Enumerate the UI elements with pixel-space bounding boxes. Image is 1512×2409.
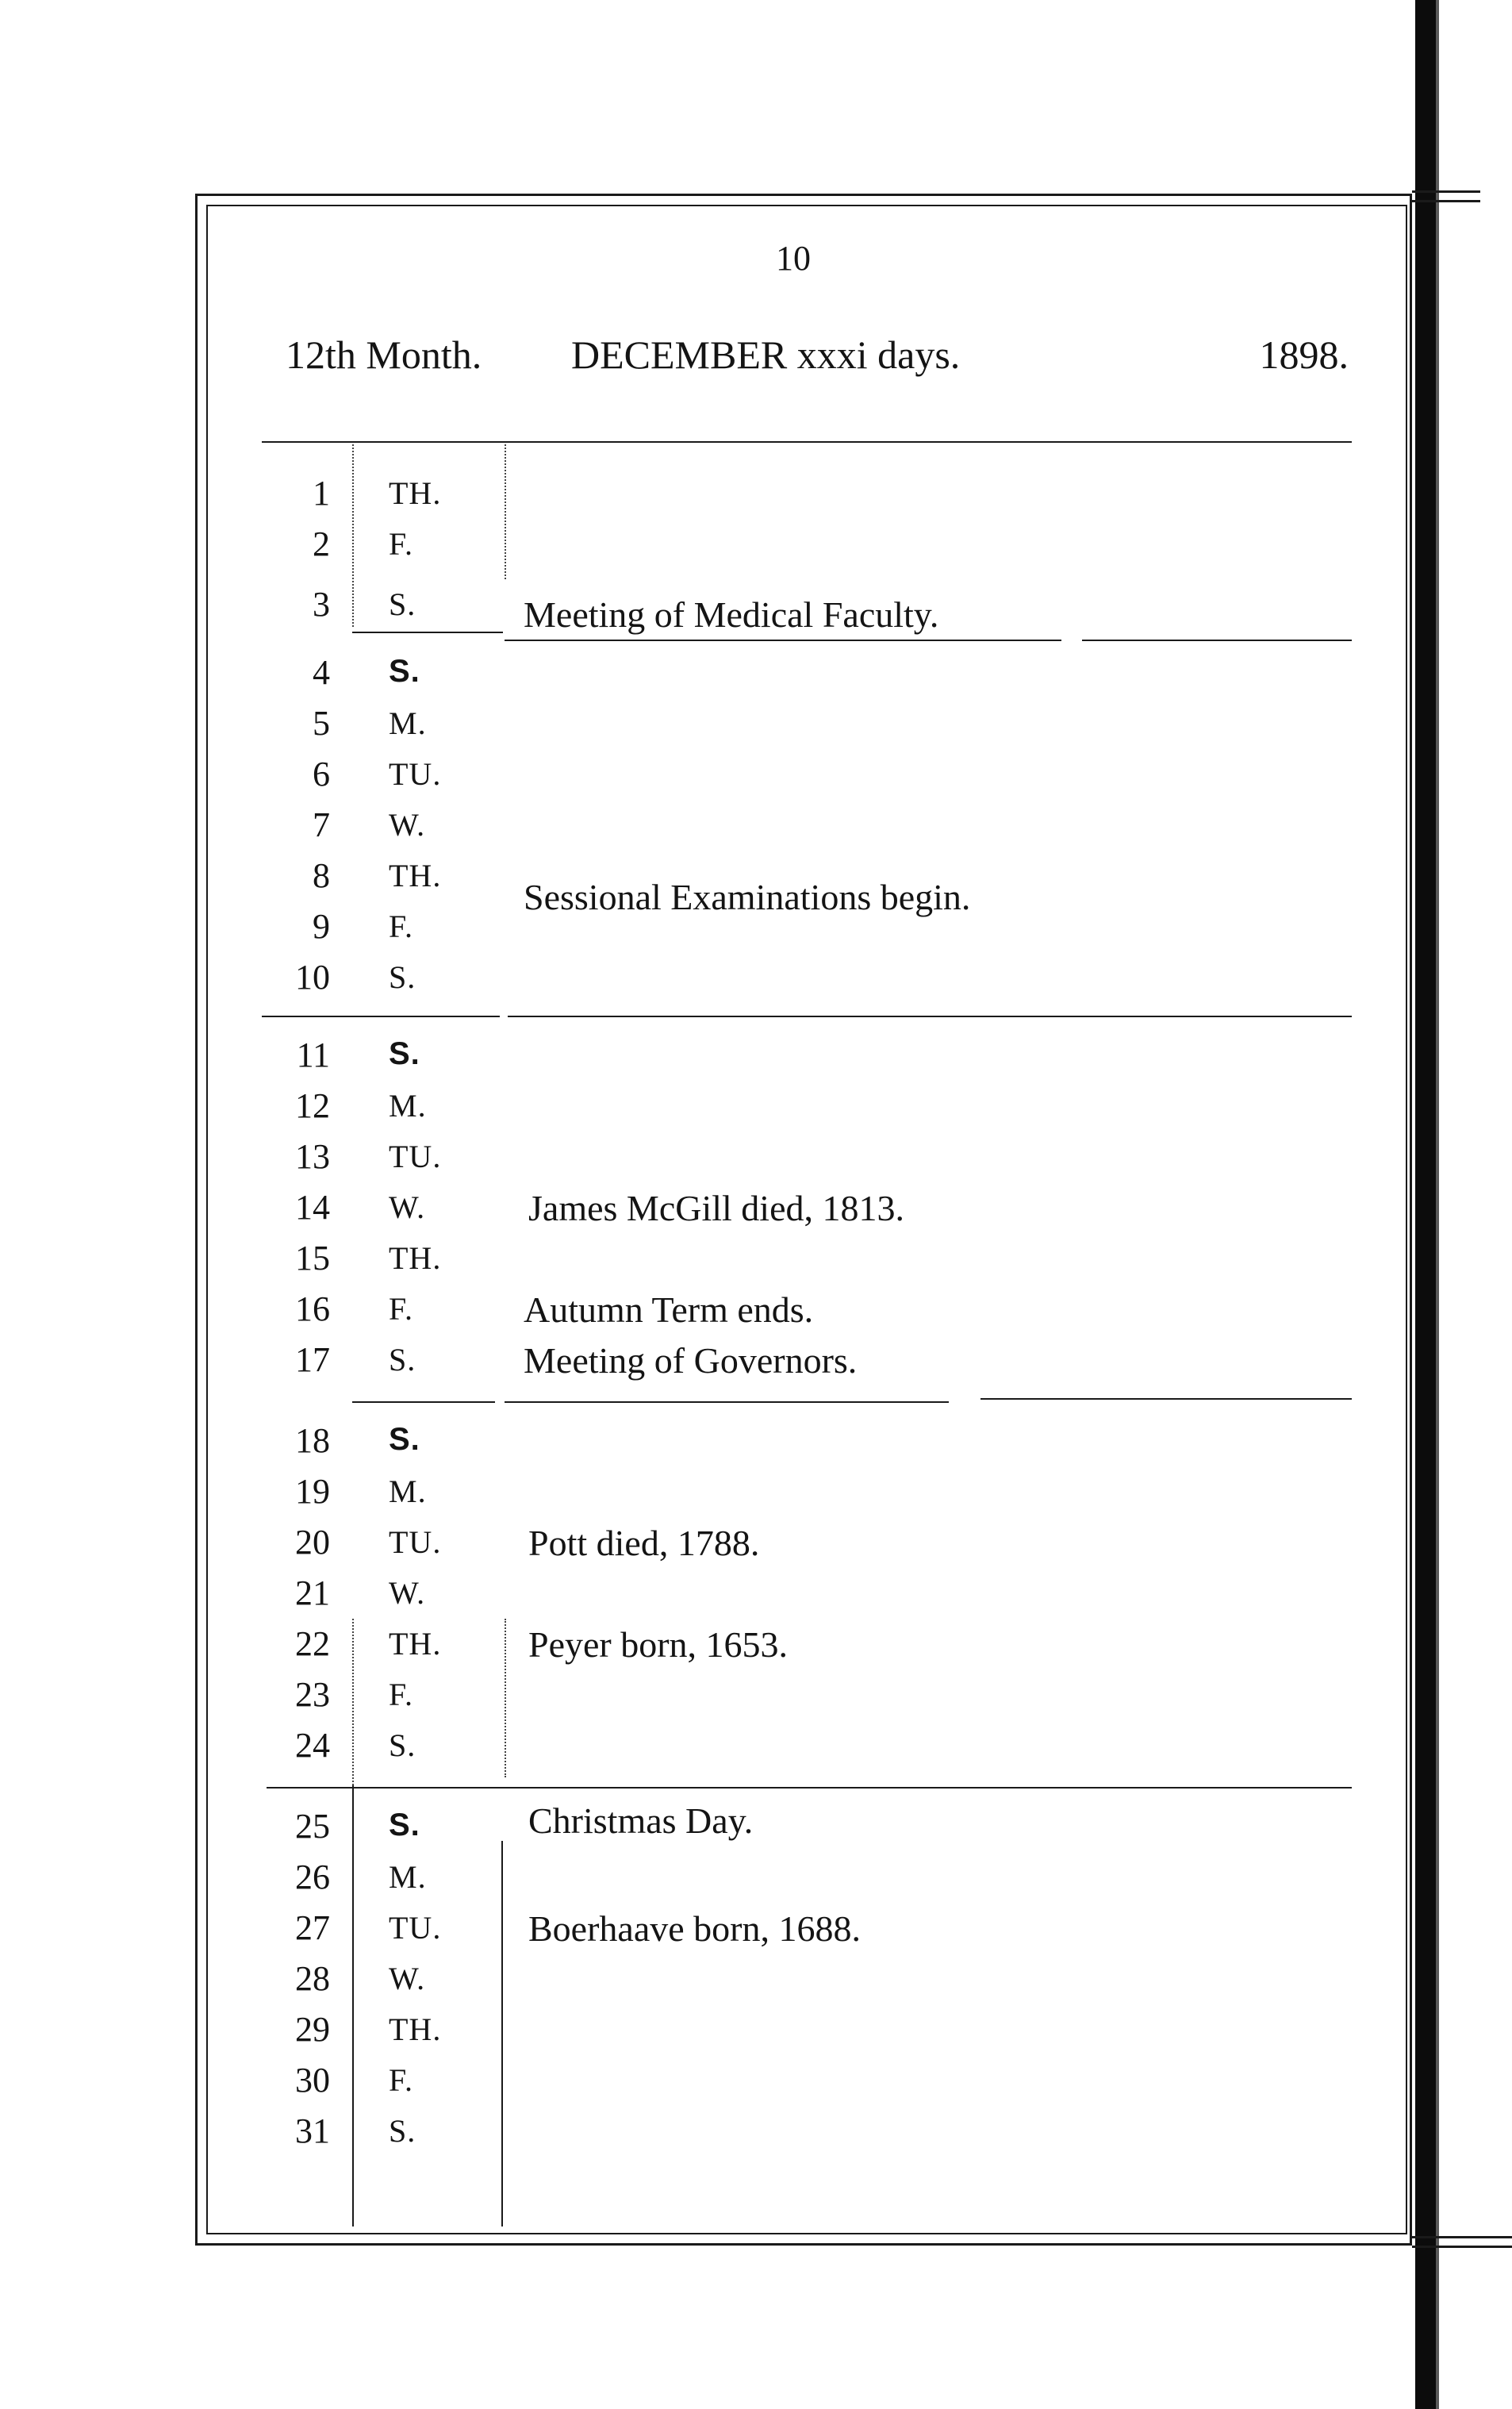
- event-text: Peyer born, 1653.: [528, 1624, 789, 1665]
- day-row: [238, 1238, 1349, 1289]
- day-number: 25: [295, 1807, 330, 1846]
- day-number: 17: [295, 1340, 330, 1379]
- binding-tick: [1412, 200, 1480, 202]
- day-number: 26: [295, 1858, 330, 1896]
- weekday: M.: [389, 1088, 427, 1124]
- weekday: TH.: [389, 2011, 442, 2047]
- day-row: [238, 1725, 1349, 1776]
- day-number: 13: [295, 1137, 330, 1176]
- month-label: 12th Month.: [286, 332, 482, 377]
- weekday-sunday: S.: [389, 1808, 420, 1842]
- day-number: 14: [295, 1188, 330, 1227]
- event-text: Meeting of Medical Faculty.: [524, 594, 939, 635]
- weekday: W.: [389, 1189, 426, 1225]
- day-row: [238, 1573, 1349, 1623]
- weekday: TH.: [389, 1626, 442, 1662]
- day-row: [238, 1800, 1349, 1857]
- day-row: [238, 1908, 1349, 1958]
- month-header: [270, 332, 1349, 379]
- weekday: S.: [389, 586, 416, 622]
- day-number: 9: [313, 907, 330, 946]
- weekday: S.: [389, 1342, 416, 1377]
- day-row: [238, 2060, 1349, 2111]
- event-text: Christmas Day.: [528, 1800, 754, 1841]
- week-rule: [980, 1398, 1352, 1400]
- weekday: TU.: [389, 1910, 442, 1946]
- weekday: W.: [389, 807, 426, 843]
- page-number: 10: [776, 239, 811, 278]
- weekday: W.: [389, 1575, 426, 1611]
- event-text: James McGill died, 1813.: [528, 1188, 904, 1228]
- binding-tick: [1412, 2246, 1512, 2248]
- weekday: F.: [389, 1291, 414, 1327]
- event-text: Boerhaave born, 1688.: [528, 1908, 861, 1949]
- weekday: F.: [389, 2062, 414, 2098]
- day-row: [238, 906, 1349, 957]
- day-number: 19: [295, 1472, 330, 1511]
- day-number: 15: [295, 1239, 330, 1278]
- week-rule: [501, 1787, 1352, 1788]
- day-row: [238, 754, 1349, 805]
- day-row: [238, 524, 1349, 574]
- weekday: F.: [389, 526, 414, 562]
- week-rule: [508, 1016, 1352, 1017]
- day-number: 28: [295, 1959, 330, 1998]
- day-row: [238, 1522, 1349, 1573]
- day-row: [238, 1085, 1349, 1136]
- day-number: 21: [295, 1573, 330, 1612]
- weekday: TH.: [389, 475, 442, 511]
- weekday: M.: [389, 1859, 427, 1895]
- header-rule: [262, 441, 1352, 443]
- day-number: 3: [313, 585, 330, 624]
- day-row: [238, 1339, 1349, 1390]
- day-row: [238, 703, 1349, 754]
- day-number: 11: [296, 1035, 330, 1074]
- weekday-sunday: S.: [389, 1036, 420, 1071]
- day-number: 31: [295, 2111, 330, 2150]
- month-title: DECEMBER xxxi days.: [571, 332, 961, 377]
- binding-tick: [1412, 190, 1480, 193]
- day-row: [238, 1136, 1349, 1187]
- weekday-sunday: S.: [389, 1422, 420, 1457]
- weekday: S.: [389, 959, 416, 995]
- day-row: [238, 652, 1349, 703]
- weekday: S.: [389, 2113, 416, 2149]
- weekday: TU.: [389, 1524, 442, 1560]
- day-number: 23: [295, 1675, 330, 1714]
- day-row: [238, 1958, 1349, 2009]
- event-text: Sessional Examinations begin.: [524, 877, 971, 917]
- week-rule: [352, 1401, 495, 1403]
- day-number: 12: [295, 1086, 330, 1125]
- day-row: [238, 1857, 1349, 1908]
- book-binding-shadow: [1436, 0, 1439, 2409]
- day-row: [238, 1674, 1349, 1725]
- event-text: Pott died, 1788.: [528, 1523, 760, 1563]
- day-number: 1: [313, 474, 330, 513]
- day-number: 16: [295, 1289, 330, 1328]
- weekday: TH.: [389, 858, 442, 893]
- week-rule: [505, 640, 1061, 641]
- day-row: [238, 805, 1349, 855]
- weekday: F.: [389, 909, 414, 944]
- weekday: S.: [389, 1727, 416, 1763]
- day-number: 5: [313, 704, 330, 743]
- day-number: 18: [295, 1421, 330, 1460]
- week-rule: [262, 1016, 500, 1017]
- day-number: 29: [295, 2010, 330, 2049]
- day-row: [238, 1420, 1349, 1471]
- day-number: 10: [295, 958, 330, 997]
- day-row: [238, 1187, 1349, 1238]
- weekday: W.: [389, 1961, 426, 1996]
- weekday: F.: [389, 1677, 414, 1712]
- day-number: 27: [295, 1908, 330, 1947]
- day-row: [238, 2111, 1349, 2161]
- event-text: Autumn Term ends.: [524, 1289, 814, 1330]
- day-number: 20: [295, 1523, 330, 1562]
- event-text: Meeting of Governors.: [524, 1340, 858, 1381]
- week-rule: [1082, 640, 1352, 641]
- week-rule: [267, 1787, 501, 1788]
- weekday-sunday: S.: [389, 654, 420, 689]
- day-number: 24: [295, 1726, 330, 1765]
- day-number: 8: [313, 856, 330, 895]
- day-number: 22: [295, 1624, 330, 1663]
- day-row: [238, 473, 1349, 524]
- weekday: M.: [389, 1473, 427, 1509]
- week-rule: [505, 1401, 949, 1403]
- day-row: [238, 1035, 1349, 1085]
- day-number: 6: [313, 755, 330, 793]
- weekday: M.: [389, 705, 427, 741]
- day-row: [238, 2009, 1349, 2060]
- day-number: 2: [313, 524, 330, 563]
- day-number: 4: [313, 653, 330, 692]
- day-number: 7: [313, 805, 330, 844]
- weekday: TU.: [389, 756, 442, 792]
- day-row: [238, 1623, 1349, 1674]
- weekday: TU.: [389, 1139, 442, 1174]
- day-row: [238, 584, 1349, 635]
- day-row: [238, 957, 1349, 1008]
- day-row: [238, 1289, 1349, 1339]
- binding-tick: [1412, 2236, 1512, 2238]
- weekday: TH.: [389, 1240, 442, 1276]
- day-row: [238, 1471, 1349, 1522]
- book-binding-edge: [1415, 0, 1436, 2409]
- day-number: 30: [295, 2061, 330, 2100]
- day-row: [238, 855, 1349, 917]
- month-year: 1898.: [1259, 332, 1349, 377]
